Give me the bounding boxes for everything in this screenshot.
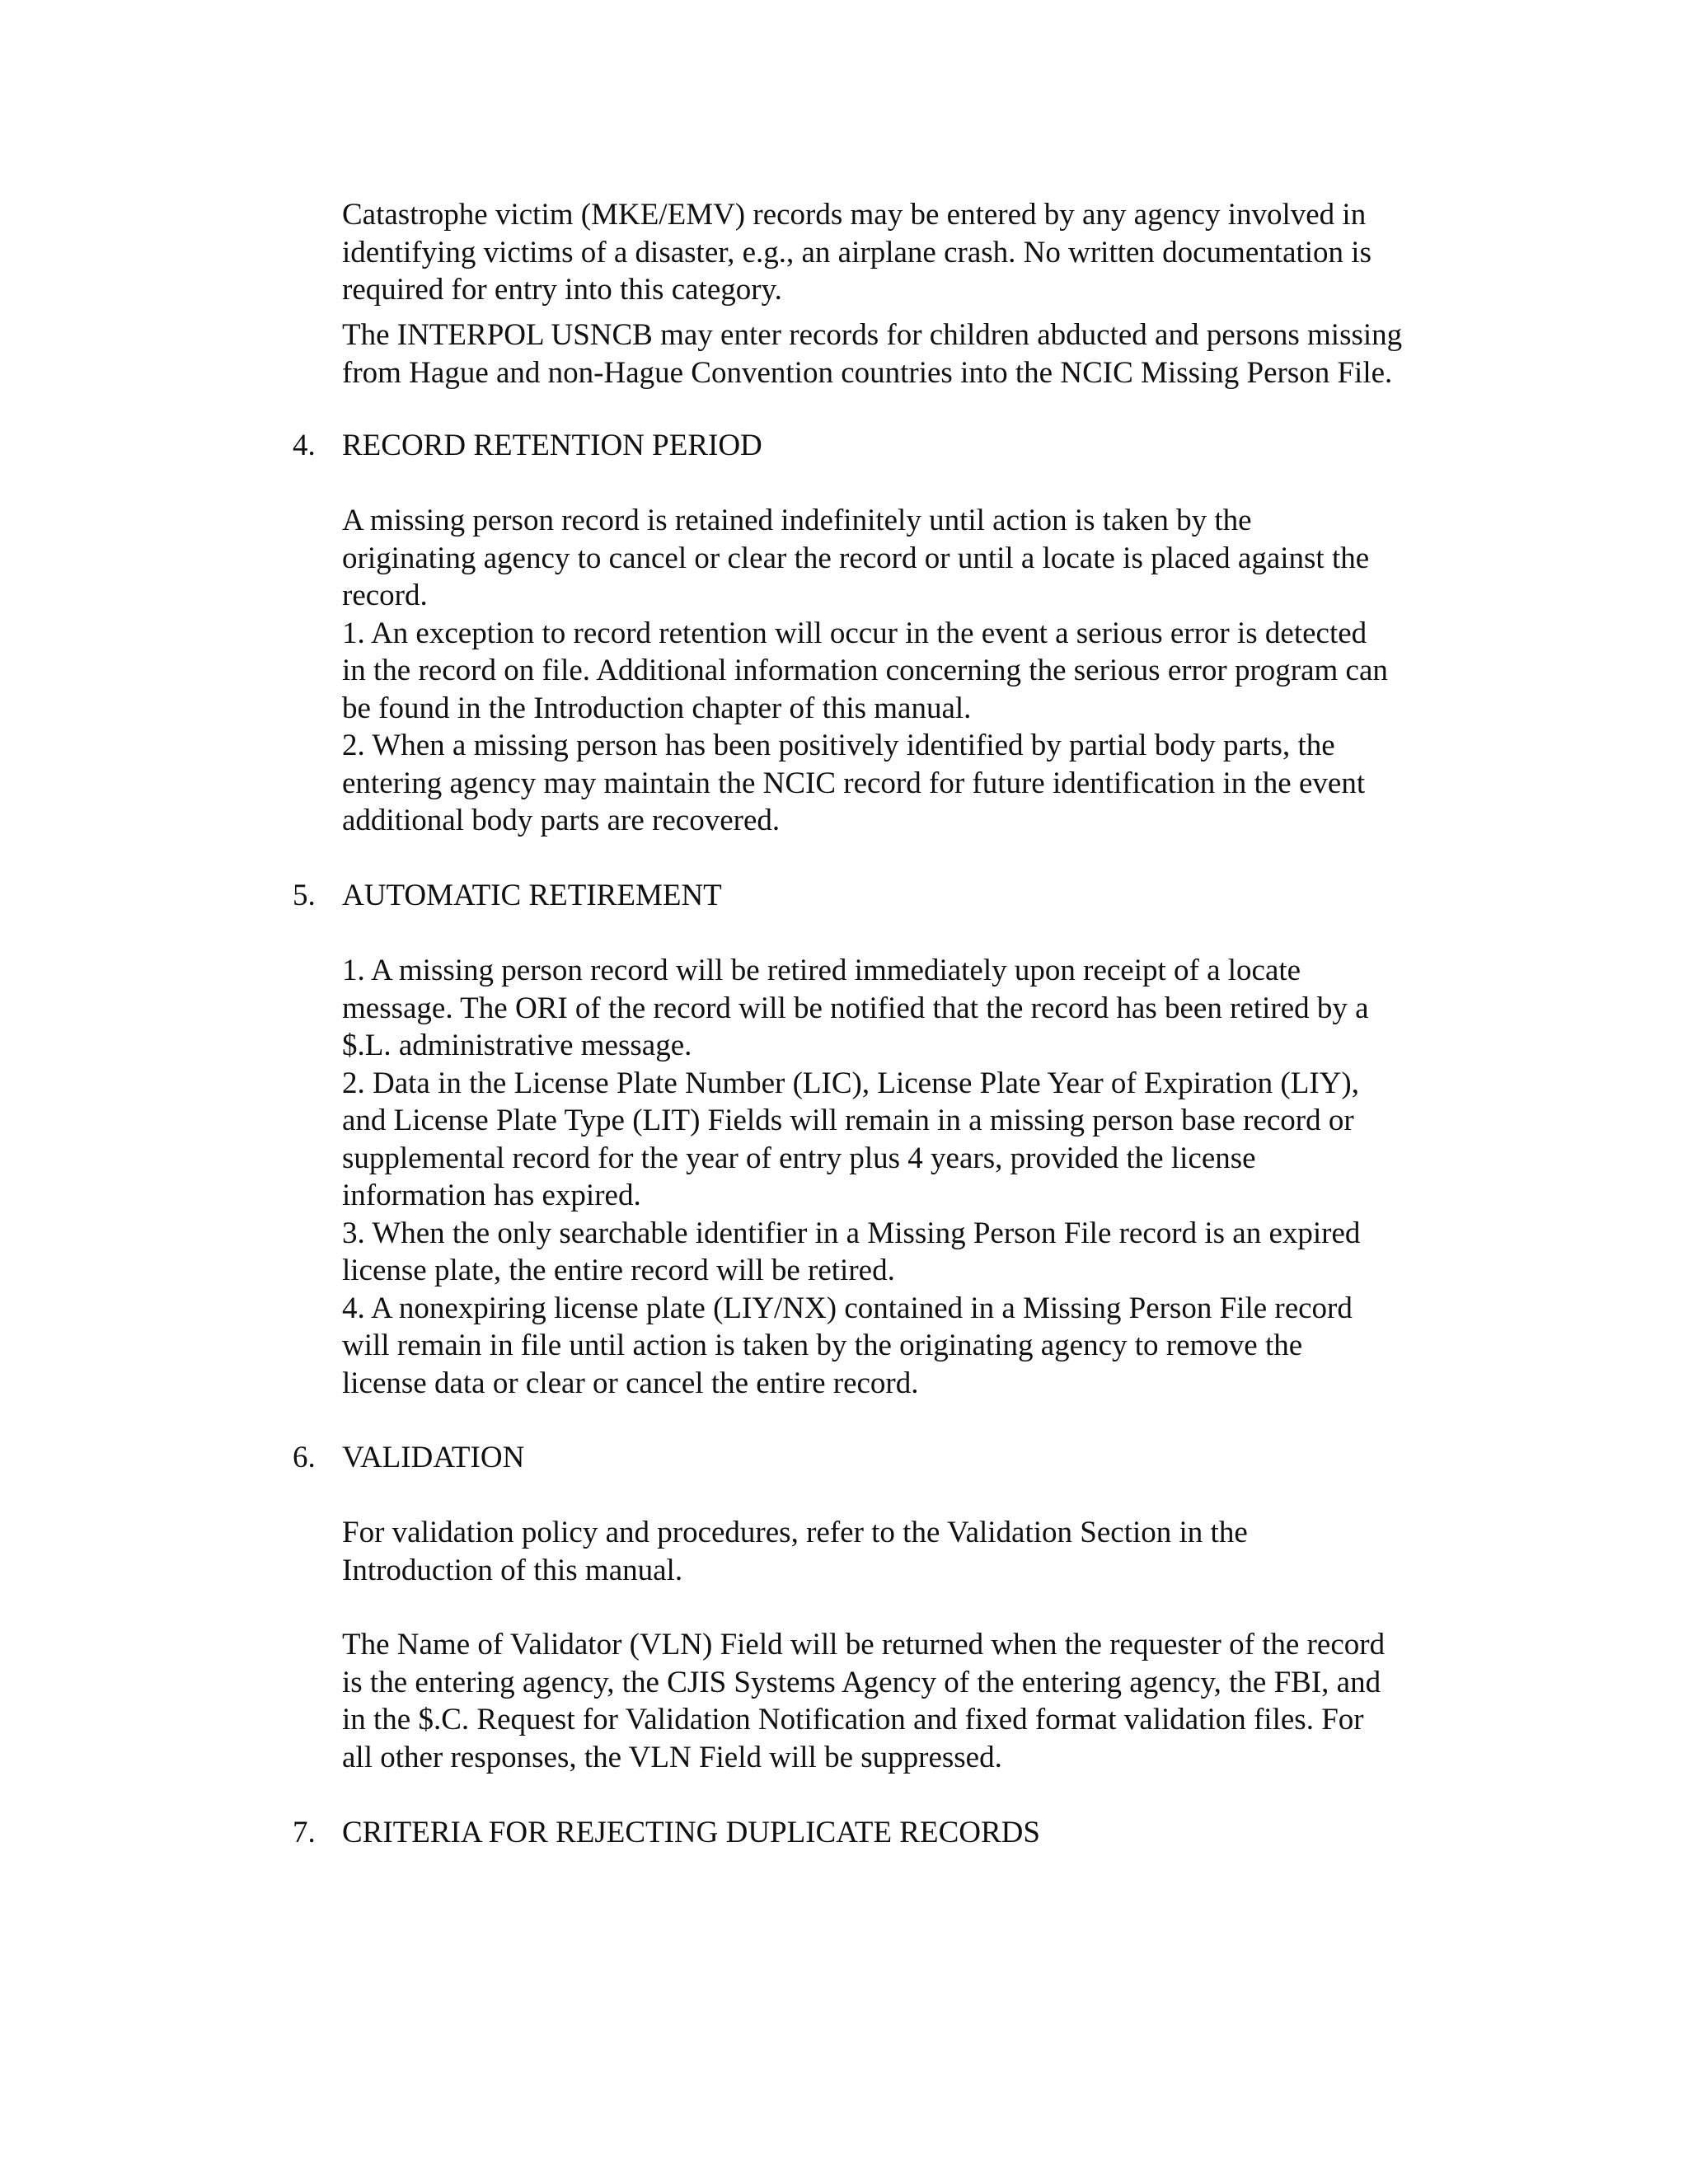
text-line: The INTERPOL USNCB may enter records for children abducted and persons missing: [342, 318, 1403, 352]
intro-paragraph-interpol: [342, 316, 1479, 391]
text-line: 4. A nonexpiring license plate (LIY/NX) contained in a Missing Person File record: [342, 1291, 1353, 1325]
text-line: supplemental record for the year of entry plus 4 years, provided the license: [342, 1141, 1256, 1175]
text-line: will remain in file until action is taken by the originating agency to remove the: [342, 1329, 1303, 1362]
text-line: For validation policy and procedures, refer to the Validation Section in the: [342, 1516, 1248, 1549]
text-line: A missing person record is retained indefinitely until action is taken by the: [342, 504, 1252, 537]
section-number: 5.: [293, 879, 316, 912]
text-line: 1. A missing person record will be retired immediately upon receipt of a locate: [342, 954, 1301, 987]
section-title: RECORD RETENTION PERIOD: [342, 429, 762, 462]
text-line: Introduction of this manual.: [342, 1553, 683, 1587]
section-number: 4.: [293, 429, 316, 462]
text-line: license data or clear or cancel the entire record.: [342, 1366, 919, 1400]
text-line: in the record on file. Additional information concerning the serious error program can: [342, 654, 1388, 687]
section-5-paragraph: [342, 952, 1479, 1402]
section-6-paragraph-policy: [342, 1514, 1479, 1589]
text-line: be found in the Introduction chapter of this manual.: [342, 691, 972, 725]
text-line: required for entry into this category.: [342, 273, 782, 307]
section-title: AUTOMATIC RETIREMENT: [342, 879, 722, 912]
section-number: 6.: [293, 1441, 316, 1474]
text-line: additional body parts are recovered.: [342, 804, 781, 837]
text-line: and License Plate Type (LIT) Fields will remain in a missing person base record or: [342, 1104, 1354, 1137]
text-line: $.L. administrative message.: [342, 1029, 692, 1062]
text-line: 1. An exception to record retention will occur in the event a serious error is detected: [342, 616, 1367, 650]
text-line: is the entering agency, the CJIS Systems Agency of the entering agency, the FBI, and: [342, 1665, 1381, 1699]
section-4-paragraph: [342, 502, 1479, 840]
text-line: Catastrophe victim (MKE/EMV) records may be entered by any agency involved in: [342, 198, 1367, 232]
intro-paragraph-catastrophe: [342, 196, 1479, 309]
text-line: message. The ORI of the record will be notified that the record has been retired by a: [342, 991, 1369, 1025]
section-title: CRITERIA FOR REJECTING DUPLICATE RECORDS: [342, 1816, 1040, 1849]
section-title: VALIDATION: [342, 1441, 525, 1474]
section-number: 7.: [293, 1816, 316, 1849]
text-line: 2. Data in the License Plate Number (LIC), License Plate Year of Expiration (LIY),: [342, 1066, 1359, 1100]
text-line: 3. When the only searchable identifier in a Missing Person File record is an expired: [342, 1216, 1361, 1250]
text-line: record.: [342, 579, 428, 612]
section-6-paragraph-vln: [342, 1626, 1479, 1776]
text-line: 2. When a missing person has been positively identified by partial body parts, the: [342, 729, 1335, 762]
text-line: in the $.C. Request for Validation Notification and fixed format validation files. For: [342, 1703, 1364, 1736]
text-line: all other responses, the VLN Field will be suppressed.: [342, 1740, 1002, 1774]
text-line: The Name of Validator (VLN) Field will be returned when the requester of the record: [342, 1628, 1386, 1661]
text-line: from Hague and non-Hague Convention countries into the NCIC Missing Person File.: [342, 355, 1393, 390]
text-line: information has expired.: [342, 1179, 641, 1212]
text-line: entering agency may maintain the NCIC record for future identification in the event: [342, 766, 1366, 800]
text-line: license plate, the entire record will be retired.: [342, 1254, 895, 1287]
text-line: identifying victims of a disaster, e.g., an airplane crash. No written documentation is: [342, 235, 1372, 269]
text-line: originating agency to cancel or clear the record or until a locate is placed against the: [342, 541, 1370, 575]
